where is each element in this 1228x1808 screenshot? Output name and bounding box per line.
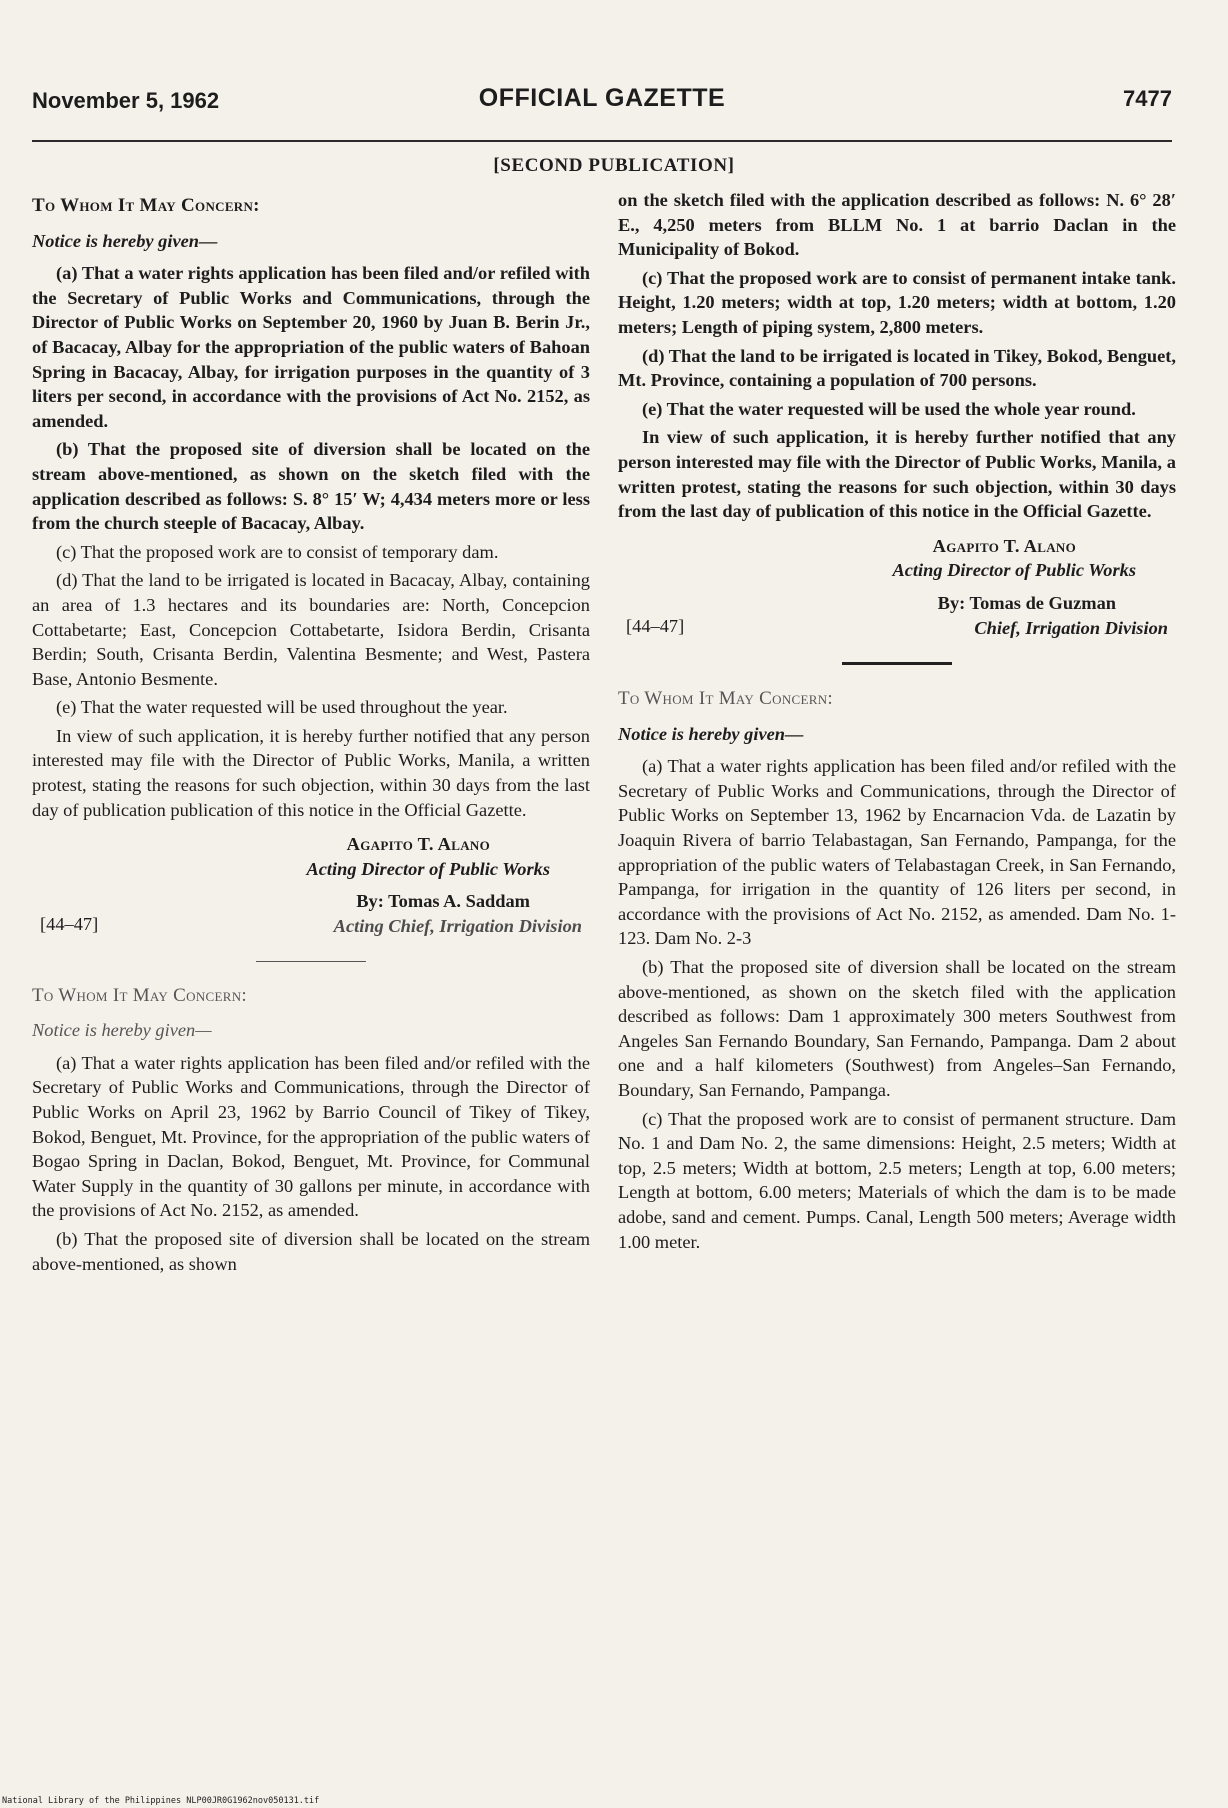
by-signatory: By: Tomas de Guzman (937, 592, 1116, 613)
notice-intro: Notice is hereby given— (618, 723, 804, 744)
issue-date: November 5, 1962 (32, 88, 220, 113)
notice-heading: To Whom It May Concern: (32, 984, 247, 1006)
signatory-title: Acting Director of Public Works (892, 560, 1136, 581)
paragraph-b: (b) That the proposed site of diversion shall be located on the stream above-mentioned, as shown on the sketch filed with the application described as follows: S. 8° 15′ W; 4,434 meters more or less from the church steeple of Bacacay, Albay. (32, 439, 590, 534)
signature-block (618, 534, 1176, 640)
separator (842, 662, 952, 665)
separator (256, 961, 366, 962)
paragraph-b-continued: on the sketch filed with the application described as follows: N. 6° 28′ E., 4,250 meters from BLLM No. 1 at barrio Daclan in the Municipality of Bokod. (618, 190, 1176, 260)
closing-paragraph: In view of such application, it is hereby further notified that any person interested may file with the Director of Public Works, Manila, a written protest, stating the reasons for such objection, within 30 days from the last day of publication publication of this notice in the Official Gazette. (32, 725, 590, 820)
by-signatory-title: Acting Chief, Irrigation Division (333, 916, 582, 937)
header-rule (32, 140, 1172, 142)
paragraph-c: (c) That the proposed work are to consist of permanent structure. Dam No. 1 and Dam No. 2, the same dimensions: Height, 2.5 meters; Width at top, 2.5 meters; Width at bottom, 2.5 meters; Length at top, 6.00 meters; Length at bottom, 6.00 meters; Materials of which the dam is to be made adobe, sand and cement. Pumps. Canal, Length 500 meters; Average width 1.00 meter. (618, 1108, 1176, 1252)
paragraph-e: (e) That the water requested will be used throughout the year. (56, 697, 508, 718)
paragraph-a: (a) That a water rights application has been filed and/or refiled with the Secretary of Public Works and Communications, through the Director of Public Works on September 20, 1960 by Juan B. Berin Jr., of Bacacay, Albay for the appropriation of the public waters of Bahoan Spring in Bacacay, Albay, for irrigation purposes in the quantity of 3 liters per second, in accordance with the provisions of Act No. 2152, as amended. (32, 263, 590, 431)
by-signatory-title: Chief, Irrigation Division (974, 617, 1168, 638)
publication-title: OFFICIAL GAZETTE (478, 84, 726, 112)
notice-intro: Notice is hereby given— (32, 1020, 212, 1041)
signatory-title: Acting Director of Public Works (306, 858, 550, 879)
right-column (618, 188, 1176, 1258)
signatory-name: Agapito T. Alano (932, 535, 1076, 556)
masthead (32, 84, 1172, 124)
publication-reference: [44–47] (40, 914, 99, 935)
page-number: 7477 (1123, 86, 1172, 111)
scan-footer: National Library of the Philippines NLP00JR0G1962nov050131.tif (2, 1796, 320, 1806)
paragraph-d: (d) That the land to be irrigated is located in Bacacay, Albay, containing an area of 1.3 hectares and its boundaries are: North, Concepcion Cottabetarte; East, Concepcion Cottabetarte, Isidora Berdin, Crisanta Berdin; South, Crisanta Berdin, Valentina Besmente; and West, Pastera Base, Antonio Besmente. (32, 570, 590, 689)
publication-label: [SECOND PUBLICATION] (493, 155, 735, 176)
paragraph-c: (c) That the proposed work are to consist of temporary dam. (56, 541, 499, 562)
by-signatory: By: Tomas A. Saddam (356, 891, 530, 912)
left-column (32, 188, 590, 1280)
publication-reference: [44–47] (626, 615, 685, 636)
signature-block (32, 832, 590, 938)
closing-paragraph: In view of such application, it is hereby further notified that any person interested may file with the Director of Public Works, Manila, a written protest, stating the reasons for such objection, within 30 days from the last day of publication of this notice in the Official Gazette. (618, 427, 1176, 522)
paragraph-b: (b) That the proposed site of diversion shall be located on the stream above-mentioned, as shown (32, 1228, 590, 1274)
paragraph-b: (b) That the proposed site of diversion shall be located on the stream above-mentioned, as shown on the sketch filed with the application described as follows: Dam 1 approximately 300 meters Southwest from Angeles San Fernando Boundary, San Fernando, Pampanga. Dam 2 about one and a half kilometers (Southwest) from Angeles–San Fernando, Boundary, San Fernando, Pampanga. (618, 957, 1176, 1100)
paragraph-d: (d) That the land to be irrigated is located in Tikey, Bokod, Benguet, Mt. Province, containing a population of 700 persons. (618, 345, 1176, 391)
notice-heading: To Whom It May Concern: (32, 195, 260, 216)
paragraph-c: (c) That the proposed work are to consist of permanent intake tank. Height, 1.20 meters; width at top, 1.20 meters; width at bottom, 1.20 meters; Length of piping system, 2,800 meters. (618, 267, 1176, 337)
signatory-name: Agapito T. Alano (346, 834, 490, 855)
paragraph-a: (a) That a water rights application has been filed and/or refiled with the Secretary of Public Works and Communications, through the Director of Public Works on April 23, 1962 by Barrio Council of Tikey of Tikey, Bokod, Benguet, Mt. Province, for the appropriation of the public waters of Bogao Spring in Daclan, Bokod, Benguet, Mt. Province, for Communal Water Supply in the quantity of 30 gallons per minute, in accordance with the provisions of Act No. 2152, as amended. (32, 1052, 590, 1221)
paragraph-e: (e) That the water requested will be used the whole year round. (642, 398, 1136, 419)
notice-heading: To Whom It May Concern: (618, 688, 833, 710)
notice-intro: Notice is hereby given— (32, 230, 218, 251)
paragraph-a: (a) That a water rights application has been filed and/or refiled with the Secretary of Public Works and Communications, through the Director of Public Works on September 13, 1962 by Encarnacion Vda. de Lazatin by Joaquin Rivera of barrio Telabastagan, San Fernando, Pampanga, for the appropriation of the public waters of Telabastagan Creek, in San Fernando, Pampanga, for irrigation in the quantity of 126 liters per second, in accordance with the provisions of Act No. 2152, as amended. Dam No. 1-123. Dam No. 2-3 (618, 756, 1176, 949)
